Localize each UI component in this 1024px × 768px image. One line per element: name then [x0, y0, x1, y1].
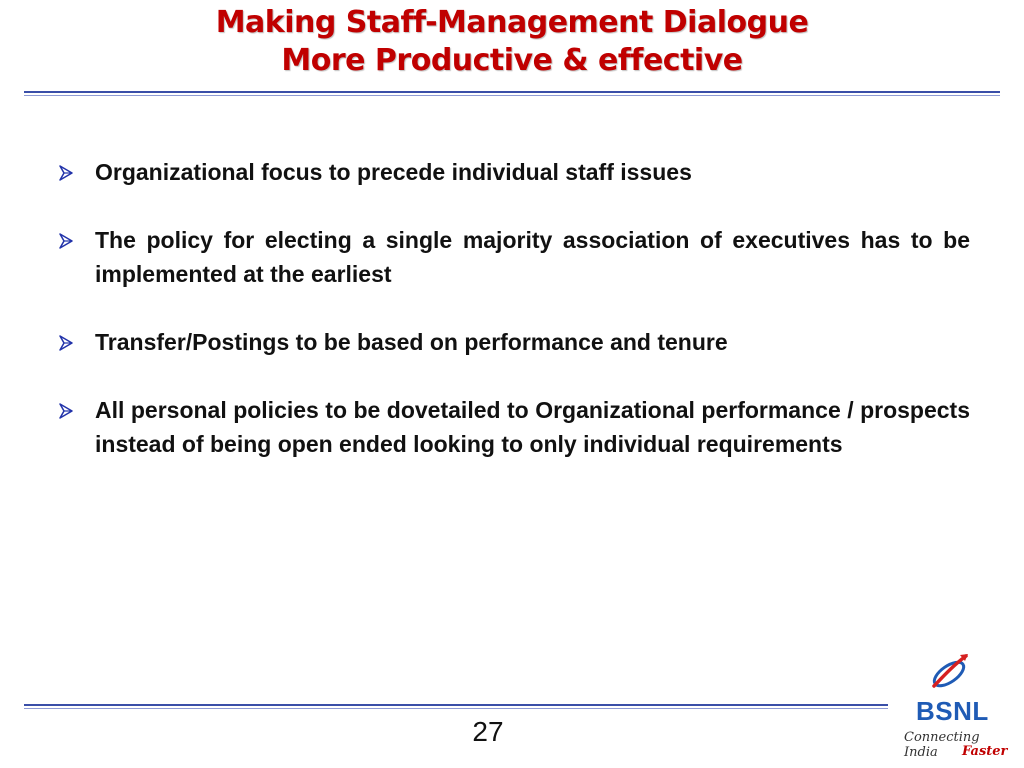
- arrow-bullet-icon: [58, 165, 74, 181]
- bullet-text: All personal policies to be dovetailed to Organizational performance / prospects instead of being open ended looking to only individual requirements: [95, 397, 970, 457]
- bullet-list: [58, 155, 970, 495]
- bullet-text: Organizational focus to precede individual staff issues: [95, 159, 692, 185]
- slide-title: [0, 4, 1024, 80]
- slide-title-line-1: Making Staff-Management Dialogue: [215, 5, 809, 40]
- brand-tagline-suffix: Faster: [962, 744, 1008, 759]
- bullet-item: [58, 155, 970, 189]
- brand-name: BSNL: [916, 696, 989, 726]
- bullet-item: [58, 325, 970, 359]
- brand-block: [896, 650, 1016, 766]
- slide-title-line-2: More Productive & effective: [281, 43, 743, 78]
- arrow-bullet-icon: [58, 335, 74, 351]
- page-number: 27: [472, 716, 504, 747]
- arrow-bullet-icon: [58, 403, 74, 419]
- brand-tagline: Connecting India: [904, 730, 980, 760]
- bullet-text: Transfer/Postings to be based on performance and tenure: [95, 329, 728, 355]
- bullet-item: [58, 393, 970, 461]
- bullet-item: [58, 223, 970, 291]
- bullet-text: The policy for electing a single majority association of executives has to be implemented at the earliest: [95, 227, 970, 287]
- bsnl-swoosh-logo-icon: [926, 652, 972, 692]
- arrow-bullet-icon: [58, 233, 74, 249]
